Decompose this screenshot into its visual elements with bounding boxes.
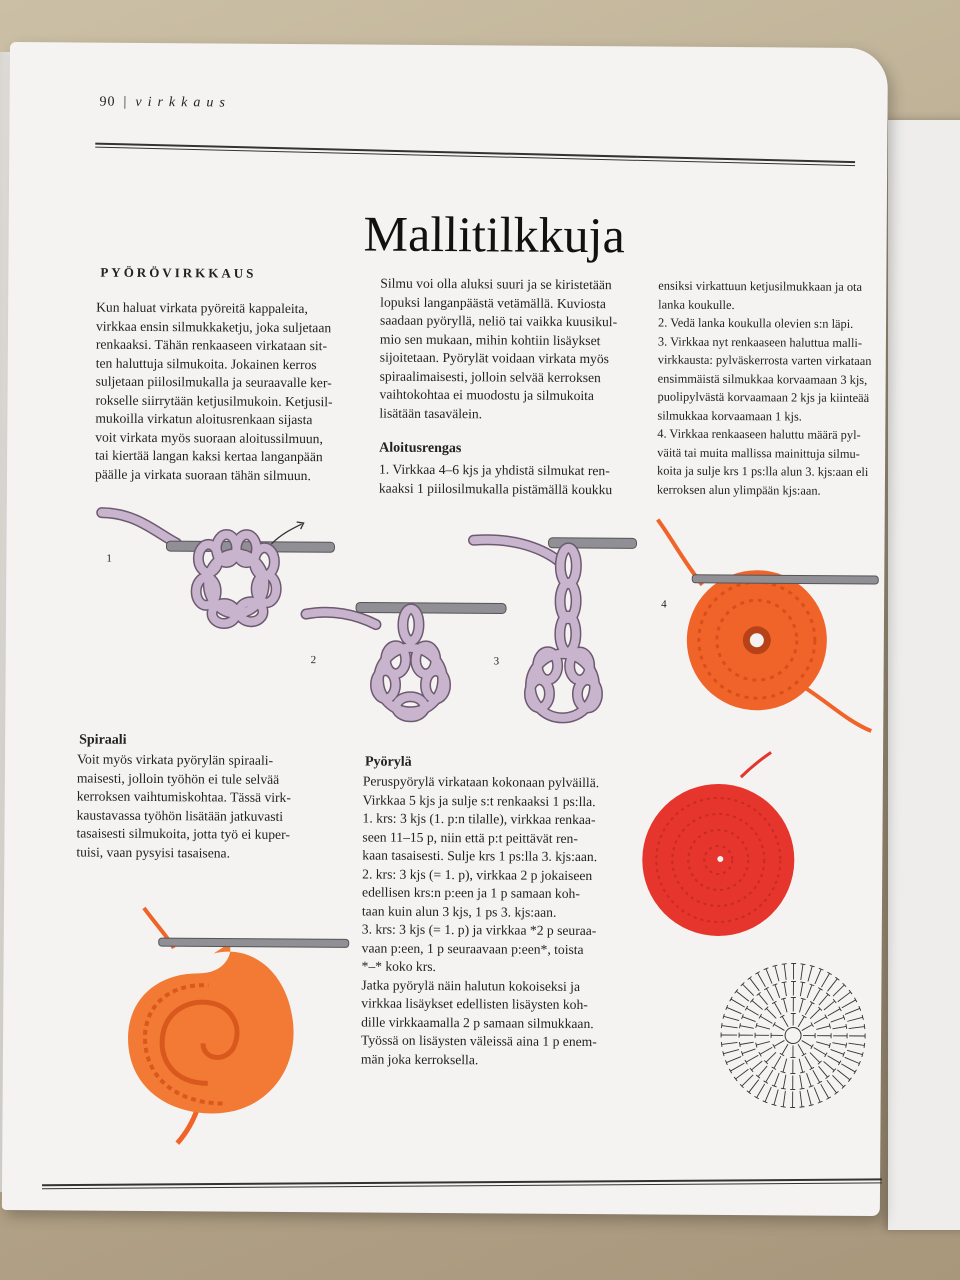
chart-stitch-top xyxy=(862,1052,863,1057)
chart-stitch-symbol xyxy=(783,999,787,1013)
chart-stitch-symbol xyxy=(816,1042,830,1046)
chart-stitch-top xyxy=(800,1072,805,1073)
chart-stitch-top xyxy=(810,965,815,966)
chart-stitch-top xyxy=(782,982,787,983)
chart-stitch-symbol xyxy=(727,1007,742,1013)
chart-stitch-symbol xyxy=(774,1089,778,1104)
text-line: Virkkaa 5 kjs ja sulje s:t renkaaksi 1 ps:lla. xyxy=(362,791,596,809)
text-line: rokselle siirrytään ketjusilmukoin. Ketjusil- xyxy=(95,392,333,409)
chart-stitch-symbol xyxy=(832,1043,846,1046)
chart-stitch-top xyxy=(800,964,805,965)
chart-center-ring xyxy=(785,1027,801,1043)
chart-stitch-symbol xyxy=(736,991,749,1001)
chart-stitch-symbol xyxy=(757,973,765,987)
chart-stitch-symbol xyxy=(827,979,837,992)
chart-stitch-symbol xyxy=(784,964,786,980)
chart-stitch-top xyxy=(864,1043,865,1048)
text-line: 2. Vedä lanka koukulla olevien s:n läpi. xyxy=(658,315,854,331)
chart-stitch-top xyxy=(846,1043,847,1048)
text-line: 3. Virkkaa nyt renkaaseen haluttua malli- xyxy=(657,334,863,350)
chart-stitch-symbol xyxy=(842,1000,856,1008)
chart-stitch-symbol xyxy=(849,1026,865,1028)
chart-stitch-symbol xyxy=(798,1044,804,1054)
chart-stitch-symbol xyxy=(784,982,787,996)
chart-stitch-symbol xyxy=(750,978,760,991)
text-line: virkkausta: pylväskerrosta varten virkataan xyxy=(657,352,872,369)
text-line: dille virkkaamalla 2 p samaan silmukkaan. xyxy=(361,1013,594,1031)
chart-stitch-symbol xyxy=(831,1017,844,1022)
text-line: päälle ja virkata suoraan tähän silmuun. xyxy=(94,466,311,483)
section-heading: PYÖRÖVIRKKAUS xyxy=(100,264,257,281)
chart-stitch-symbol xyxy=(798,1016,804,1026)
stitch-chart xyxy=(713,955,874,1116)
chart-stitch-symbol xyxy=(775,985,780,998)
chart-stitch-top xyxy=(739,1042,740,1047)
text-line: koita ja sulje krs 1 ps:lla alun 3. kjs:aan eli xyxy=(656,463,869,480)
chart-stitch-symbol xyxy=(760,1016,772,1023)
chart-stitch-top xyxy=(835,1091,839,1094)
chart-stitch-symbol xyxy=(759,994,768,1005)
chart-stitch-top xyxy=(800,1088,805,1089)
chart-stitch-symbol xyxy=(819,994,828,1005)
chart-stitch-symbol xyxy=(847,1017,862,1021)
running-header xyxy=(100,95,231,112)
chart-stitch-top xyxy=(723,1051,724,1056)
text-line: tai kiertää langan kaksi kertaa langanpään xyxy=(95,447,323,465)
text-line: kaustavassa työhön lisätään jatkuvasti xyxy=(76,806,284,824)
text-line: edellisen krs:n p:een ja 1 p samaan koh- xyxy=(362,884,580,901)
chart-stitch-top xyxy=(800,1107,805,1108)
text-line: Peruspyörylä virkataan kokonaan pylväillä. xyxy=(362,773,600,791)
chart-stitch-top xyxy=(721,1042,722,1047)
chart-stitch-top xyxy=(756,1043,757,1048)
chart-stitch-top xyxy=(846,1024,847,1029)
chart-stitch-symbol xyxy=(765,1087,771,1102)
text-line: voit virkata myös suoraan aloitussilmuun, xyxy=(95,429,323,446)
chart-stitch-symbol xyxy=(766,989,773,1001)
chart-stitch-top xyxy=(782,964,787,965)
spiraali-paragraph xyxy=(76,750,347,863)
text-line: mukoilla virkatun aloitusrenkaan sijasta xyxy=(95,410,313,428)
text-line: Jatka pyörylä näin halutun kokoiseksi ja xyxy=(361,976,581,994)
text-line: kaan tasaisesti. Sulje krs 1 ps:lla 3. kjs:aan. xyxy=(362,847,598,865)
figure-number-4: 4 xyxy=(661,598,667,611)
chart-stitch-symbol xyxy=(774,1024,784,1030)
text-line: mio sen mukaan, mihin kohtiin lisäykset xyxy=(379,331,601,348)
text-line: ten haluttuja silmukoita. Jokainen kerros xyxy=(95,355,317,372)
chart-stitch-symbol xyxy=(849,1043,865,1045)
chart-stitch-symbol xyxy=(766,1008,776,1018)
chart-stitch-top xyxy=(800,982,805,983)
next-page-edge xyxy=(888,120,960,1230)
chart-stitch-symbol xyxy=(807,985,812,998)
chart-stitch-symbol xyxy=(751,1061,762,1070)
chart-stitch-symbol xyxy=(802,1025,812,1031)
text-line: silmukkaa korvaamaan 1 kjs. xyxy=(657,408,802,424)
chart-stitch-symbol xyxy=(806,1073,811,1086)
chart-stitch-symbol xyxy=(722,1042,738,1044)
text-line: kerroksen vaihtumiskohtaa. Tässä virk- xyxy=(76,788,291,805)
spiral-photo xyxy=(102,903,349,1155)
text-line: *–* koko krs. xyxy=(361,958,436,974)
chart-stitch-top xyxy=(781,1071,786,1072)
text-line: renkaaksi. Tähän renkaaseen virkataan sit- xyxy=(95,336,328,354)
chart-stitch-symbol xyxy=(783,1059,787,1073)
chart-stitch-symbol xyxy=(841,1064,855,1072)
chart-stitch-top xyxy=(734,1077,737,1081)
chart-stitch-top xyxy=(756,1023,757,1028)
chart-stitch-top xyxy=(772,1104,777,1105)
text-line: kerroksen alun ylimpään kjs:aan. xyxy=(656,482,821,498)
chart-stitch-symbol xyxy=(832,1075,843,1086)
text-line: 3. krs: 3 kjs (= 1. p) ja virkkaa *2 p seuraa- xyxy=(361,921,597,939)
chart-stitch-symbol xyxy=(799,1059,803,1073)
chart-stitch-symbol xyxy=(757,1084,765,1098)
chart-stitch-symbol xyxy=(815,969,821,984)
chart-stitch-symbol xyxy=(845,1008,860,1014)
text-line: 1. Virkkaa 4–6 kjs ja yhdistä silmukat ren- xyxy=(378,461,610,479)
chart-stitch-symbol xyxy=(775,966,779,981)
text-line: lanka koukulle. xyxy=(658,297,735,312)
text-line: suljetaan piilosilmukalla ja seuraavalle ker- xyxy=(95,373,332,391)
chart-stitch-top xyxy=(809,1105,814,1106)
chart-stitch-symbol xyxy=(847,1050,862,1054)
chart-stitch-top xyxy=(801,998,806,999)
chart-stitch-symbol xyxy=(746,1008,758,1015)
chart-stitch-top xyxy=(773,965,778,966)
chart-stitch-symbol xyxy=(805,1056,812,1068)
chart-stitch-symbol xyxy=(756,1041,770,1045)
page-title: Mallitilkkuja xyxy=(363,205,625,264)
chart-stitch-symbol xyxy=(814,1087,820,1102)
chart-stitch-symbol xyxy=(821,973,829,987)
chart-stitch-symbol xyxy=(813,1070,820,1082)
chart-stitch-symbol xyxy=(752,1000,763,1009)
chart-stitch-top xyxy=(748,977,752,980)
intro-paragraph-2 xyxy=(379,275,645,425)
chart-stitch-symbol xyxy=(823,1061,834,1070)
chart-stitch-symbol xyxy=(746,1055,758,1062)
header-separator: | xyxy=(123,94,128,110)
text-line: ensiksi virkattuun ketjusilmukkaan ja ota xyxy=(658,278,863,294)
step-1 xyxy=(379,461,649,500)
chart-stitch-symbol xyxy=(766,969,772,984)
chart-stitch-top xyxy=(829,1023,830,1028)
text-line: ensimmäistä silmukkaa korvaamaan 3 kjs, xyxy=(657,371,868,387)
text-line: Voit myös virkata pyörylän spiraali- xyxy=(76,751,274,768)
chart-stitch-symbol xyxy=(808,966,812,981)
text-line: män joka kerroksella. xyxy=(360,1050,479,1067)
book-page xyxy=(2,42,888,1216)
chart-stitch-symbol xyxy=(774,1056,781,1068)
chart-stitch-symbol xyxy=(783,1075,786,1089)
chart-stitch-symbol xyxy=(730,1063,744,1071)
steps-2-4 xyxy=(657,277,884,501)
text-line: 2. krs: 3 kjs (= 1. p), virkkaa 2 p jokaiseen xyxy=(362,865,593,883)
chart-stitch-symbol xyxy=(736,1069,749,1079)
red-disc-photo xyxy=(640,746,801,947)
chart-stitch-symbol xyxy=(801,964,803,980)
chart-stitch-symbol xyxy=(782,1016,788,1026)
text-line: maisesti, jolloin työhön ei tule selvää xyxy=(76,769,280,787)
text-line: saadaan pyöryllä, neliö tai vaikka kuusikul- xyxy=(380,312,618,330)
ring-diagram-3 xyxy=(467,515,638,731)
chart-stitch-symbol xyxy=(740,1042,754,1045)
figure-number-1: 1 xyxy=(106,552,112,565)
text-line: puolipylvästä korvaamaan 2 kjs ja kiinteää xyxy=(657,389,870,406)
text-line: vaihtokohtaa ei muodostu ja silmukoita xyxy=(379,386,595,404)
chart-stitch-symbol xyxy=(758,1066,767,1077)
chart-stitch-symbol xyxy=(833,1026,847,1029)
pyoryla-paragraph xyxy=(361,772,653,1070)
subheading-aloitusrengas: Aloitusrengas xyxy=(379,440,462,457)
chart-stitch-symbol xyxy=(774,1040,784,1046)
top-rule xyxy=(95,143,855,164)
section-name: virkkaus xyxy=(135,94,231,111)
chart-stitch-top xyxy=(829,1043,830,1048)
text-line: kaaksi 1 piilosilmukalla pistämällä koukku xyxy=(378,480,613,497)
text-line: tuisi, vaan pysyisi tasaisena. xyxy=(76,843,231,861)
chart-stitch-symbol xyxy=(837,1070,850,1080)
chart-stitch-symbol xyxy=(724,1016,739,1020)
chart-stitch-symbol xyxy=(782,1044,788,1054)
chart-stitch-symbol xyxy=(740,1026,754,1029)
chart-stitch-symbol xyxy=(814,1048,826,1055)
page-number: 90 xyxy=(99,94,116,110)
chart-stitch-top xyxy=(849,990,852,994)
text-line: taan kuin alun 3 kjs, 1 ps 3. kjs:aan. xyxy=(361,902,557,920)
intro-paragraph xyxy=(95,299,376,486)
text-line: spiraalimaisesti, jolloin selvää kerroksen xyxy=(379,368,601,385)
chart-stitch-symbol xyxy=(723,1049,738,1053)
chart-stitch-top xyxy=(864,1024,865,1029)
figure-number-3: 3 xyxy=(493,655,500,668)
chart-stitch-symbol xyxy=(827,1080,837,1093)
chart-stitch-symbol xyxy=(800,982,803,996)
chart-stitch-symbol xyxy=(805,1003,812,1015)
chart-stitch-symbol xyxy=(774,1073,779,1086)
chart-stitch-symbol xyxy=(800,1075,803,1089)
text-line: sijoitetaan. Pyörylät voidaan virkata myös xyxy=(379,349,610,367)
text-line: Kun haluat virkata pyöreitä kappaleita, xyxy=(96,299,308,317)
chart-stitch-symbol xyxy=(749,1080,759,1093)
text-line: lisätään tasavälein. xyxy=(379,405,483,421)
subheading-pyoryla: Pyörylä xyxy=(364,754,412,770)
chart-stitch-top xyxy=(781,1088,786,1089)
chart-stitch-top xyxy=(781,998,786,999)
chart-stitch-symbol xyxy=(756,1025,770,1029)
chart-stitch-symbol xyxy=(760,1047,772,1054)
top-rule-thin xyxy=(95,147,855,167)
figure-number-2: 2 xyxy=(310,654,317,667)
text-line: seen 11–15 p, niin että p:t peittävät ren- xyxy=(362,828,578,846)
chart-stitch-symbol xyxy=(831,1049,844,1054)
chart-stitch-symbol xyxy=(742,1017,755,1022)
chart-stitch-symbol xyxy=(813,989,820,1001)
orange-ring-photo xyxy=(651,514,878,741)
chart-stitch-symbol xyxy=(833,985,844,996)
chart-stitch-symbol xyxy=(816,1026,830,1030)
chart-stitch-symbol xyxy=(821,1084,829,1098)
text-line: virkkaa lisäykset edellisten lisäysten koh- xyxy=(361,995,588,1013)
chart-stitch-symbol xyxy=(726,1056,741,1062)
chart-stitch-symbol xyxy=(828,1009,840,1016)
chart-stitch-top xyxy=(862,1015,863,1020)
chart-stitch-symbol xyxy=(799,999,803,1013)
text-line: virkkaa ensin silmukkaketju, joka suljetaan xyxy=(95,318,332,335)
text-line: lopuksi langanpäästä vetämällä. Kuviosta xyxy=(380,294,606,311)
chart-stitch-symbol xyxy=(802,1041,812,1047)
chart-stitch-symbol xyxy=(800,1091,802,1107)
chart-stitch-symbol xyxy=(810,1053,820,1063)
chart-stitch-symbol xyxy=(845,1057,860,1063)
chart-stitch-top xyxy=(721,1023,722,1028)
text-line: tasaisesti silmukoita, jotta työ ei kuper- xyxy=(76,825,290,842)
chart-stitch-symbol xyxy=(814,1017,826,1024)
chart-stitch-symbol xyxy=(731,999,745,1007)
chart-stitch-top xyxy=(723,1014,724,1019)
chart-stitch-symbol xyxy=(838,992,851,1002)
chart-stitch-symbol xyxy=(766,1070,773,1082)
chart-stitch-symbol xyxy=(828,1056,840,1063)
text-line: Silmu voi olla aluksi suuri ja se kiristetään xyxy=(380,275,612,293)
chart-stitch-symbol xyxy=(774,1002,781,1014)
text-line: Työssä on lisäysten väleissä aina 1 p enem- xyxy=(360,1032,597,1050)
chart-stitch-top xyxy=(740,1023,741,1028)
text-line: vaan p:een, 1 p seuraavaan p:een*, toista xyxy=(361,939,584,957)
text-line: väitä tai muita mallissa mainittuja silmu- xyxy=(657,445,860,461)
chart-stitch-symbol xyxy=(783,1091,785,1107)
chart-stitch-symbol xyxy=(742,1049,755,1054)
chart-stitch-symbol xyxy=(722,1026,738,1028)
chart-stitch-symbol xyxy=(742,984,753,995)
subheading-spiraali: Spiraali xyxy=(79,732,127,748)
chart-stitch-symbol xyxy=(824,1001,835,1010)
chart-stitch-symbol xyxy=(810,1009,820,1019)
chart-stitch-symbol xyxy=(766,1052,776,1062)
chart-stitch-symbol xyxy=(819,1066,828,1077)
chart-stitch-symbol xyxy=(742,1075,753,1086)
chart-stitch-top xyxy=(781,1106,786,1107)
text-line: 4. Virkkaa renkaaseen haluttu määrä pyl- xyxy=(657,426,861,442)
chart-stitch-symbol xyxy=(807,1090,811,1105)
text-line: 1. krs: 3 kjs (1. p:n tilalle), virkkaa renkaa- xyxy=(362,810,596,828)
